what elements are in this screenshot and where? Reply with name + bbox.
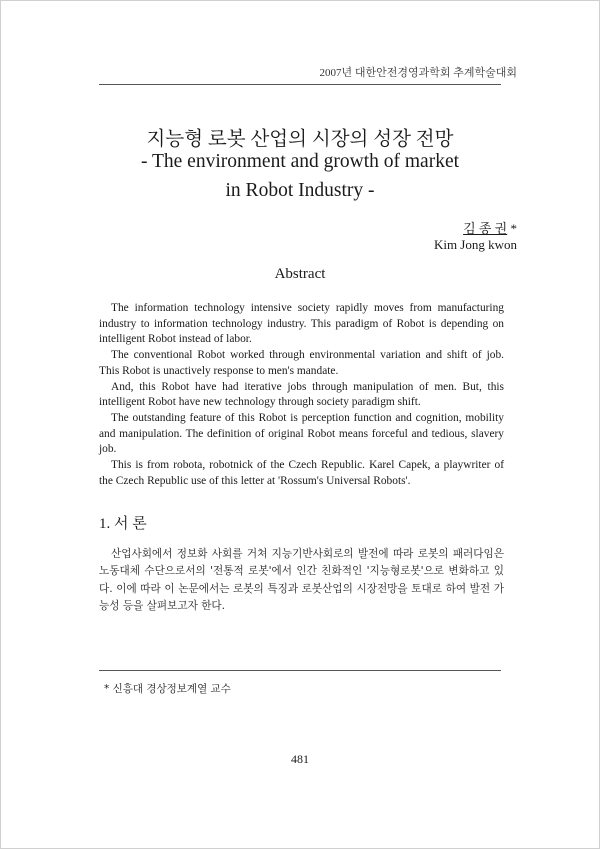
abstract-paragraph: This is from robota, robotnick of the Czech Republic. Karel Capek, a playwriter of the Czech Republic use of this letter at 'Rossum's Universal Robots'. bbox=[99, 459, 504, 487]
author-footnote-marker: * bbox=[507, 221, 517, 236]
author-english: Kim Jong kwon bbox=[433, 237, 517, 252]
abstract-heading: Abstract bbox=[274, 266, 326, 282]
title-english-line1: - The environment and growth of market bbox=[140, 151, 460, 172]
footnote: * 신흥대 경상정보계열 교수 bbox=[104, 683, 231, 695]
abstract-paragraph: And, this Robot have had iterative jobs through manipulation of men. But, this intelligent Robot have new technology through society paradigm shift. bbox=[99, 380, 504, 409]
section-heading: 1. 서 론 bbox=[99, 516, 147, 532]
page-number: 481 bbox=[291, 752, 309, 766]
abstract-paragraph: The conventional Robot worked through environmental variation and shift of job. This Robot is unactively response to men's mandate. bbox=[99, 349, 504, 377]
title-english-line2: in Robot Industry - bbox=[225, 180, 375, 201]
abstract-paragraph: The outstanding feature of this Robot is perception function and cognition, mobility and manipulation. The definition of original Robot means forceful and tedious, slavery job. bbox=[99, 411, 504, 456]
abstract-paragraph: The information technology intensive society rapidly moves from manufacturing industry to information technology industry. This paradigm of Robot is depending on intelligent Robot instead of labor. bbox=[99, 302, 504, 346]
abstract-body bbox=[99, 301, 504, 489]
section-body bbox=[99, 546, 504, 615]
author-korean bbox=[463, 218, 517, 237]
title-korean: 지능형 로봇 산업의 시장의 성장 전망 bbox=[146, 129, 454, 150]
author-name-korean: 김 종 권 bbox=[463, 221, 508, 236]
running-header: 2007년 대한안전경영과학회 추계학술대회 bbox=[319, 67, 517, 79]
section-paragraph: 산업사회에서 정보화 사회를 거쳐 지능기반사회로의 발전에 따라 로봇의 패러다임은 노동대체 수단으로서의 '전통적 로봇'에서 인간 친화적인 '지능형로봇'으로 변화하고 있다. 이에 따라 이 논문에서는 로봇의 특징과 로봇산업의 시장전망을 토대로 하여 발전 가능성 등을 살펴보고자 한다. bbox=[99, 548, 504, 612]
footnote-rule bbox=[99, 670, 501, 671]
header-rule bbox=[99, 84, 501, 85]
